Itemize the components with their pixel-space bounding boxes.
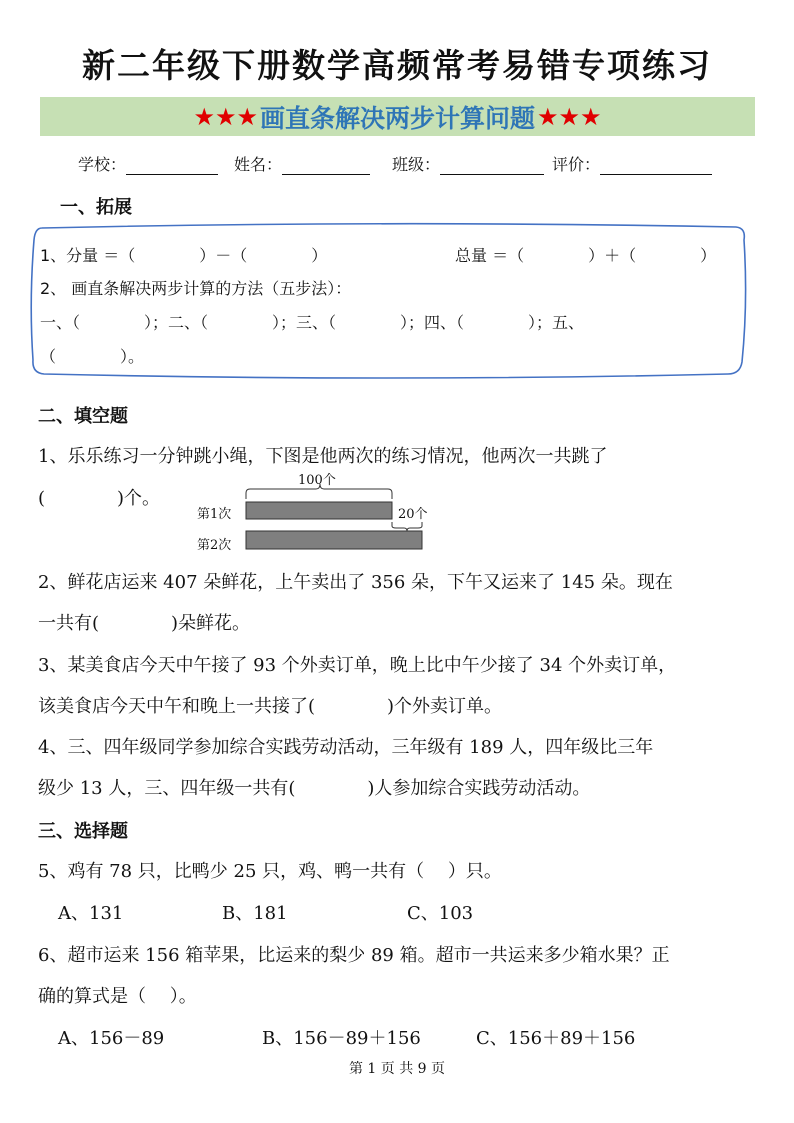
q4-line2: 级少 13 人，三、四年级一共有( )人参加综合实践劳动活动。 (38, 778, 591, 799)
name-field[interactable] (234, 152, 370, 175)
bar-second (246, 531, 422, 549)
extension-line1-right: 总量 ＝（ ）＋（ ） (455, 246, 717, 265)
q5-option-a[interactable]: A、131 (58, 903, 124, 924)
diagram-row2-label: 第2次 (197, 538, 232, 553)
class-field[interactable] (392, 152, 544, 175)
q6-line2: 确的算式是（ ）。 (38, 986, 197, 1007)
subtitle-text: 画直条解决两步计算问题 (259, 103, 535, 133)
class-label: 班级： (392, 155, 441, 174)
q3-line2: 该美食店今天中午和晚上一共接了( )个外卖订单。 (38, 696, 503, 717)
q6-option-c[interactable]: C、156＋89＋156 (476, 1028, 636, 1049)
page-footer: 第 1 页 共 9 页 (348, 1061, 446, 1077)
extension-line4: （ ）。 (40, 347, 145, 366)
school-blank[interactable] (126, 158, 218, 175)
page-title: 新二年级下册数学高频常考易错专项练习 (82, 46, 712, 85)
q5-option-c[interactable]: C、103 (407, 903, 474, 924)
class-blank[interactable] (440, 158, 544, 175)
diagram-top-label: 100个 (298, 473, 336, 488)
subtitle-banner (40, 97, 755, 136)
star-icon: ★★★ (537, 102, 602, 131)
name-blank[interactable] (282, 158, 370, 175)
q2-line2: 一共有( )朵鲜花。 (38, 613, 251, 634)
q4-line1: 4、三、四年级同学参加综合实践劳动活动，三年级有 189 人，四年级比三年 (38, 737, 654, 758)
q3-line1: 3、某美食店今天中午接了 93 个外卖订单，晚上比中午少接了 34 个外卖订单， (38, 655, 677, 676)
extension-line2: 2、 画直条解决两步计算的方法（五步法）： (40, 279, 352, 298)
section1-heading: 一、拓展 (60, 197, 132, 218)
extension-line1-left: 1、分量 ＝（ ）－（ ） (40, 246, 328, 265)
top-brace (246, 484, 392, 499)
q5-text: 5、鸡有 78 只，比鸭少 25 只，鸡、鸭一共有（ ）只。 (38, 861, 502, 882)
diff-brace (392, 522, 422, 531)
section3-heading: 三、选择题 (38, 821, 128, 842)
name-label: 姓名： (234, 155, 283, 174)
q5-option-b[interactable]: B、181 (222, 903, 288, 924)
q6-line1: 6、超市运来 156 箱苹果，比运来的梨少 89 箱。超市一共运来多少箱水果？正 (38, 945, 670, 966)
q6-option-b[interactable]: B、156－89＋156 (262, 1028, 421, 1049)
q1-line1: 1、乐乐练习一分钟跳小绳，下图是他两次的练习情况，他两次一共跳了 (38, 446, 608, 467)
q2-line1: 2、鲜花店运来 407 朵鲜花，上午卖出了 356 朵，下午又运来了 145 朵。现在 (38, 572, 673, 593)
eval-label: 评价： (552, 155, 601, 174)
diagram-diff-label: 20个 (398, 507, 428, 522)
section2-heading: 二、填空题 (38, 406, 128, 427)
extension-line3: 一、（ ）；二、（ ）；三、（ ）；四、（ ）；五、 (40, 313, 585, 332)
diagram-row1-label: 第1次 (197, 507, 232, 522)
eval-blank[interactable] (600, 158, 712, 175)
q6-option-a[interactable]: A、156－89 (58, 1028, 165, 1049)
eval-field[interactable] (552, 152, 712, 175)
school-label: 学校： (78, 155, 127, 174)
bar-first (246, 502, 392, 519)
q1-line2: ( )个。 (38, 488, 161, 509)
star-icon: ★★★ (193, 102, 258, 131)
school-field[interactable] (78, 152, 218, 175)
